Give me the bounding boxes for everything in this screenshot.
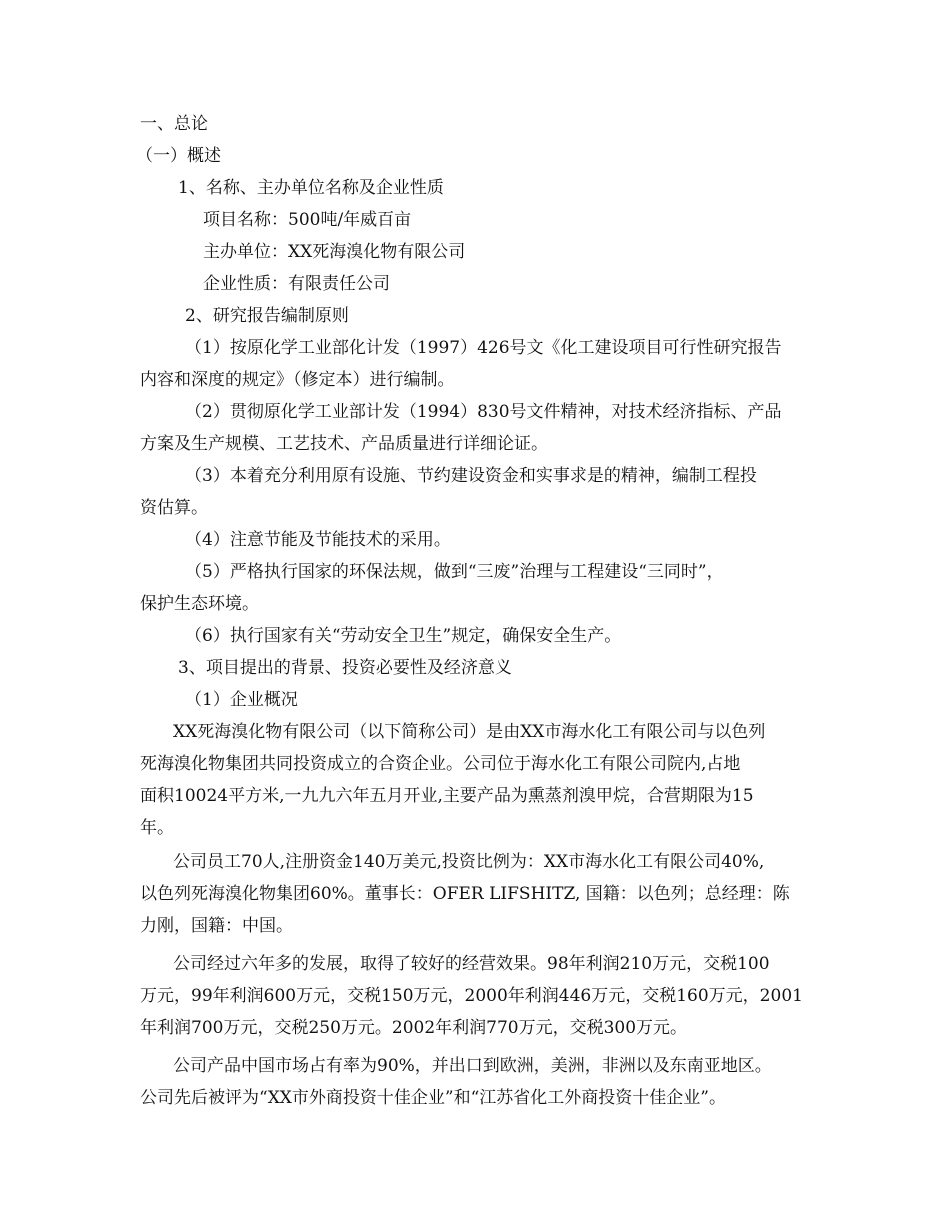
principle-paragraph-1: （1）按原化学工业部化计发（1997）426号文《化工建设项目可行性研究报告 内容和深度的规定》（修定本）进行编制。 [140,338,782,390]
project-name-line: 项目名称：500吨/年威百亩 [203,210,412,230]
sponsor-line: 主办单位：XX死海溴化物有限公司 [203,242,466,262]
principle-paragraph-5: （5）严格执行国家的环保法规，做到“三废”治理与工程建设“三同时”， 保护生态环境。 [140,562,724,614]
item-heading-1: 1、名称、主办单位名称及企业性质 [178,178,444,198]
enterprise-nature-line: 企业性质：有限责任公司 [203,274,390,294]
principle-paragraph-2: （2）贯彻原化学工业部计发（1994）830号文件精神，对技术经济指标、产品 方案及生产规模、工艺技术、产品质量进行详细论证。 [140,402,782,454]
subitem-heading: （1）企业概况 [185,690,298,710]
principle-paragraph-6: （6）执行国家有关“劳动安全卫生”规定，确保安全生产。 [185,626,622,646]
company-overview-paragraph: XX死海溴化物有限公司（以下简称公司）是由XX市海水化工有限公司与以色列 死海溴化物集团共同投资成立的合资企业。公司位于海水化工有限公司院内,占地 面积10024平方米,一九九六年五月开业,主要产品为熏蒸剂溴甲烷，合营期限为15 年。 [140,722,766,838]
section-heading: 一、总论 [140,114,208,134]
profit-paragraph: 公司经过六年多的发展，取得了较好的经营效果。98年利润210万元，交税100 万元，99年利润600万元，交税150万元，2000年利润446万元，交税160万元，2001 年利润700万元，交税250万元。2002年利润770万元，交税300万元。 [140,954,803,1038]
market-paragraph: 公司产品中国市场占有率为90%，并出口到欧洲，美洲，非洲以及东南亚地区。 公司先后被评为“XX市外商投资十佳企业”和“江苏省化工外商投资十佳企业”。 [140,1056,772,1108]
item-heading-2: 2、研究报告编制原则 [185,306,349,326]
principle-paragraph-3: （3）本着充分利用原有设施、节约建设资金和实事求是的精神，编制工程投 资估算。 [140,466,757,518]
subsection-heading: （一）概述 [136,146,221,166]
staff-capital-paragraph: 公司员工70人,注册资金140万美元,投资比例为：XX市海水化工有限公司40%, 以色列死海溴化物集团60%。董事长：OFER LIFSHITZ, 国籍：以色列；总经理：陈 力刚，国籍：中国。 [140,852,790,936]
principle-paragraph-4: （4）注意节能及节能技术的采用。 [185,530,451,550]
item-heading-3: 3、项目提出的背景、投资必要性及经济意义 [178,658,512,678]
